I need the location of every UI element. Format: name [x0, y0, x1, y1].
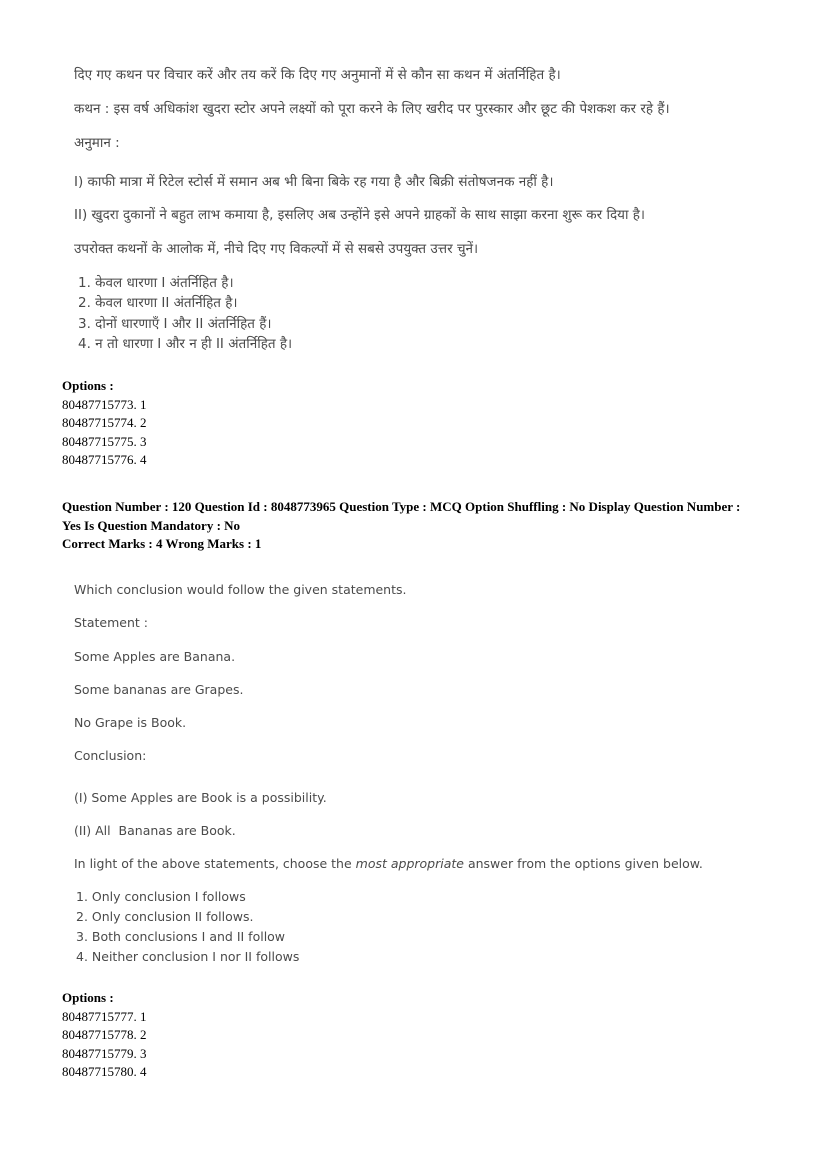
q119-choice-2: 2. केवल धारणा II अंतर्निहित है। [78, 295, 238, 311]
q119-instruction: दिए गए कथन पर विचार करें और तय करें कि दिए गए अनुमानों में से कौन सा कथन में अंतर्निहित है। [74, 67, 561, 83]
q120-statement-2: Some bananas are Grapes. [74, 682, 244, 697]
q120-choice-3: 3. Both conclusions I and II follow [76, 929, 286, 944]
q119-choice-3: 3. दोनों धारणाएँ I और II अंतर्निहित हैं। [78, 316, 272, 332]
question-120-header [62, 498, 782, 554]
option-item: 80487715778. 2 [62, 1027, 147, 1043]
q120-statement-label: Statement : [74, 615, 148, 630]
option-item: 80487715780. 4 [62, 1064, 147, 1080]
q119-choice-1: 1. केवल धारणा I अंतर्निहित है। [78, 275, 234, 291]
q120-choice-1: 1. Only conclusion I follows [76, 889, 246, 904]
q120-choose [74, 856, 703, 872]
option-item: 80487715774. 2 [62, 415, 147, 431]
q120-choose-prefix: In light of the above statements, choose the [74, 856, 356, 871]
question-metadata-line-1: Question Number : 120 Question Id : 8048773965 Question Type : MCQ Option Shuffling : No Display Question Number : [62, 499, 741, 514]
q120-statement-3: No Grape is Book. [74, 715, 187, 730]
q119-options [62, 377, 147, 470]
q119-assumption-1: I) काफी मात्रा में रिटेल स्टोर्स में समान अब भी बिना बिके रह गया है और बिक्री संतोषजनक नहीं है। [74, 174, 554, 190]
q120-conclusion-2: (II) All Bananas are Book. [74, 823, 236, 838]
q119-choice-4: 4. न तो धारणा I और न ही II अंतर्निहित है। [78, 336, 293, 352]
q120-choose-emphasis: most appropriate [355, 856, 464, 871]
option-item: 80487715779. 3 [62, 1045, 147, 1061]
q119-statement: कथन : इस वर्ष अधिकांश खुदरा स्टोर अपने लक्ष्यों को पूरा करने के लिए खरीद पर पुरस्कार और छूट की पेशकश कर रहे हैं। [74, 101, 670, 117]
option-item: 80487715776. 4 [62, 452, 147, 468]
q120-choose-suffix: answer from the options given below. [463, 856, 703, 871]
q120-choice-2: 2. Only conclusion II follows. [76, 909, 254, 924]
q120-conclusion-1: (I) Some Apples are Book is a possibility. [74, 790, 327, 805]
q119-assumptions-label: अनुमान : [74, 135, 120, 151]
question-metadata-line-2: Yes Is Question Mandatory : No [62, 517, 241, 533]
option-item: 80487715775. 3 [62, 433, 147, 449]
question-marks: Correct Marks : 4 Wrong Marks : 1 [62, 536, 262, 552]
q120-instruction: Which conclusion would follow the given statements. [74, 582, 407, 597]
q120-statement-1: Some Apples are Banana. [74, 649, 236, 664]
q119-choose: उपरोक्त कथनों के आलोक में, नीचे दिए गए विकल्पों में से सबसे उपयुक्त उत्तर चुनें। [74, 241, 479, 257]
option-item: 80487715777. 1 [62, 1008, 147, 1024]
q120-conclusion-label: Conclusion: [74, 748, 147, 763]
options-label: Options : [62, 990, 114, 1005]
options-label: Options : [62, 378, 114, 393]
option-item: 80487715773. 1 [62, 396, 147, 412]
q119-assumption-2: II) खुदरा दुकानों ने बहुत लाभ कमाया है, इसलिए अब उन्होंने इसे अपने ग्राहकों के साथ साझा करना शुरू कर दिया है। [74, 207, 646, 223]
q120-choice-4: 4. Neither conclusion I nor II follows [76, 949, 300, 964]
q120-options [62, 989, 147, 1082]
